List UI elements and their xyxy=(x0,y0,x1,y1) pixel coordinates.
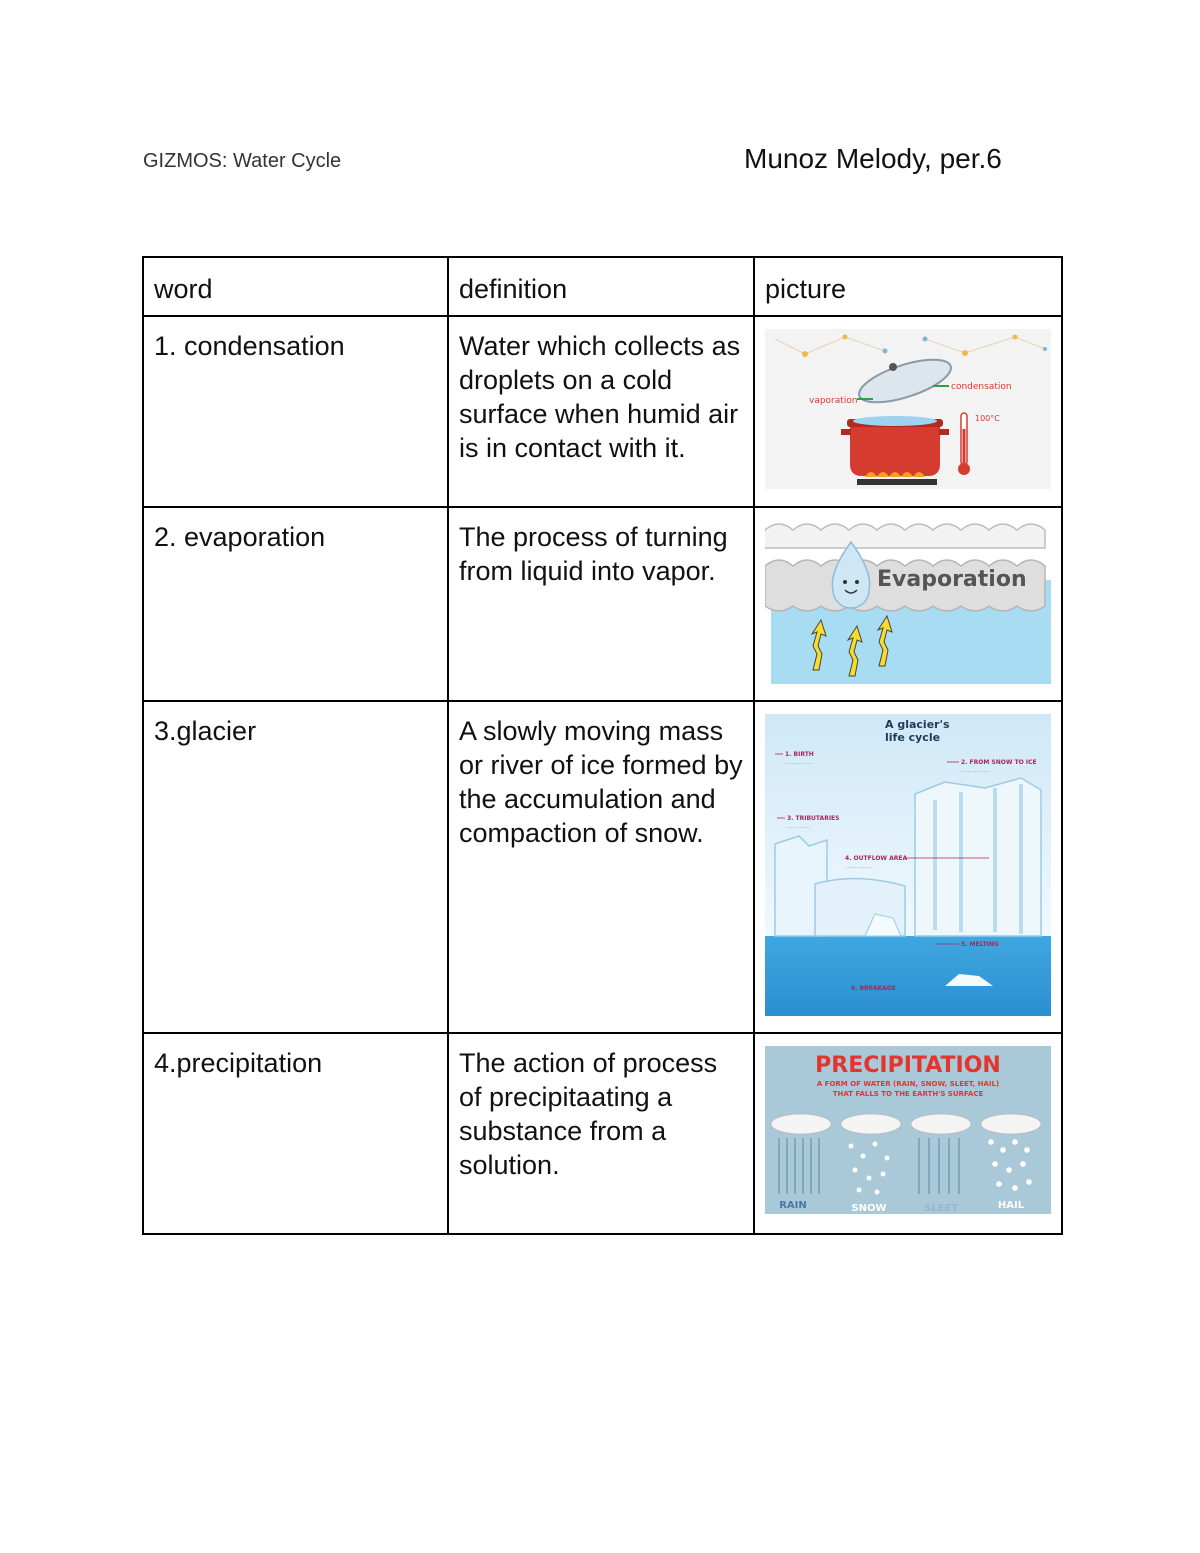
svg-text:life cycle: life cycle xyxy=(885,731,941,744)
condensation-picture xyxy=(765,329,1051,489)
precipitation-picture xyxy=(765,1046,1051,1214)
picture-cell xyxy=(754,316,1062,507)
word-cell: 1. condensation xyxy=(143,316,448,507)
svg-text:..........................: .......................... xyxy=(851,994,885,999)
column-header-definition: definition xyxy=(448,257,754,316)
table-header-row xyxy=(143,257,1062,316)
svg-text:SLEET: SLEET xyxy=(923,1203,959,1214)
svg-text:2. FROM SNOW TO ICE: 2. FROM SNOW TO ICE xyxy=(961,759,1037,766)
svg-text:1. BIRTH: 1. BIRTH xyxy=(785,751,814,758)
svg-text:A glacier's: A glacier's xyxy=(885,718,950,731)
vocabulary-table xyxy=(142,256,1063,1235)
svg-text:A FORM OF WATER (RAIN, SNOW, S: A FORM OF WATER (RAIN, SNOW, SLEET, HAIL) xyxy=(816,1080,1000,1088)
svg-text:..................: .................. xyxy=(787,824,810,829)
svg-text:3. TRIBUTARIES: 3. TRIBUTARIES xyxy=(787,815,840,822)
svg-text:THAT FALLS TO THE EARTH'S SURF: THAT FALLS TO THE EARTH'S SURFACE xyxy=(832,1090,984,1098)
column-header-word: word xyxy=(143,257,448,316)
svg-text:vaporation: vaporation xyxy=(809,396,858,406)
definition-cell: The action of process of precipitaating a substance from a solution. xyxy=(448,1033,754,1234)
word-cell: 3.glacier xyxy=(143,701,448,1033)
svg-text:condensation: condensation xyxy=(951,382,1012,392)
table-row xyxy=(143,316,1062,507)
svg-text:PRECIPITATION: PRECIPITATION xyxy=(815,1053,1001,1078)
assignment-title: GIZMOS: Water Cycle xyxy=(143,150,342,172)
student-name: Munoz Melody, per.6 xyxy=(744,143,1002,174)
glacier-picture xyxy=(765,714,1051,1016)
svg-text:HAIL: HAIL xyxy=(997,1200,1025,1211)
definition-cell: Water which collects as droplets on a cold surface when humid air is in contact with it. xyxy=(448,316,754,507)
svg-text:......................: ...................... xyxy=(845,864,873,869)
table-row xyxy=(143,1033,1062,1234)
picture-cell xyxy=(754,507,1062,701)
picture-cell xyxy=(754,701,1062,1033)
table-row xyxy=(143,701,1062,1033)
word-cell: 2. evaporation xyxy=(143,507,448,701)
svg-text:......................: ...................... xyxy=(785,760,813,765)
table-row xyxy=(143,507,1062,701)
svg-text:......................: ...................... xyxy=(961,768,989,773)
column-header-picture: picture xyxy=(754,257,1062,316)
definition-cell: The process of turning from liquid into vapor. xyxy=(448,507,754,701)
svg-text:6. BREAKAGE: 6. BREAKAGE xyxy=(851,985,896,992)
svg-text:SNOW: SNOW xyxy=(851,1203,887,1214)
svg-text:100°C: 100°C xyxy=(975,414,1000,423)
svg-text:4. OUTFLOW AREA: 4. OUTFLOW AREA xyxy=(845,855,908,862)
picture-cell xyxy=(754,1033,1062,1234)
svg-text:Evaporation: Evaporation xyxy=(877,567,1027,592)
svg-text:5. MELTING: 5. MELTING xyxy=(961,941,999,948)
svg-text:....................: .................... xyxy=(961,950,987,955)
definition-cell: A slowly moving mass or river of ice formed by the accumulation and compaction of snow. xyxy=(448,701,754,1033)
evaporation-picture xyxy=(765,520,1051,684)
word-cell: 4.precipitation xyxy=(143,1033,448,1234)
svg-text:RAIN: RAIN xyxy=(779,1200,807,1211)
